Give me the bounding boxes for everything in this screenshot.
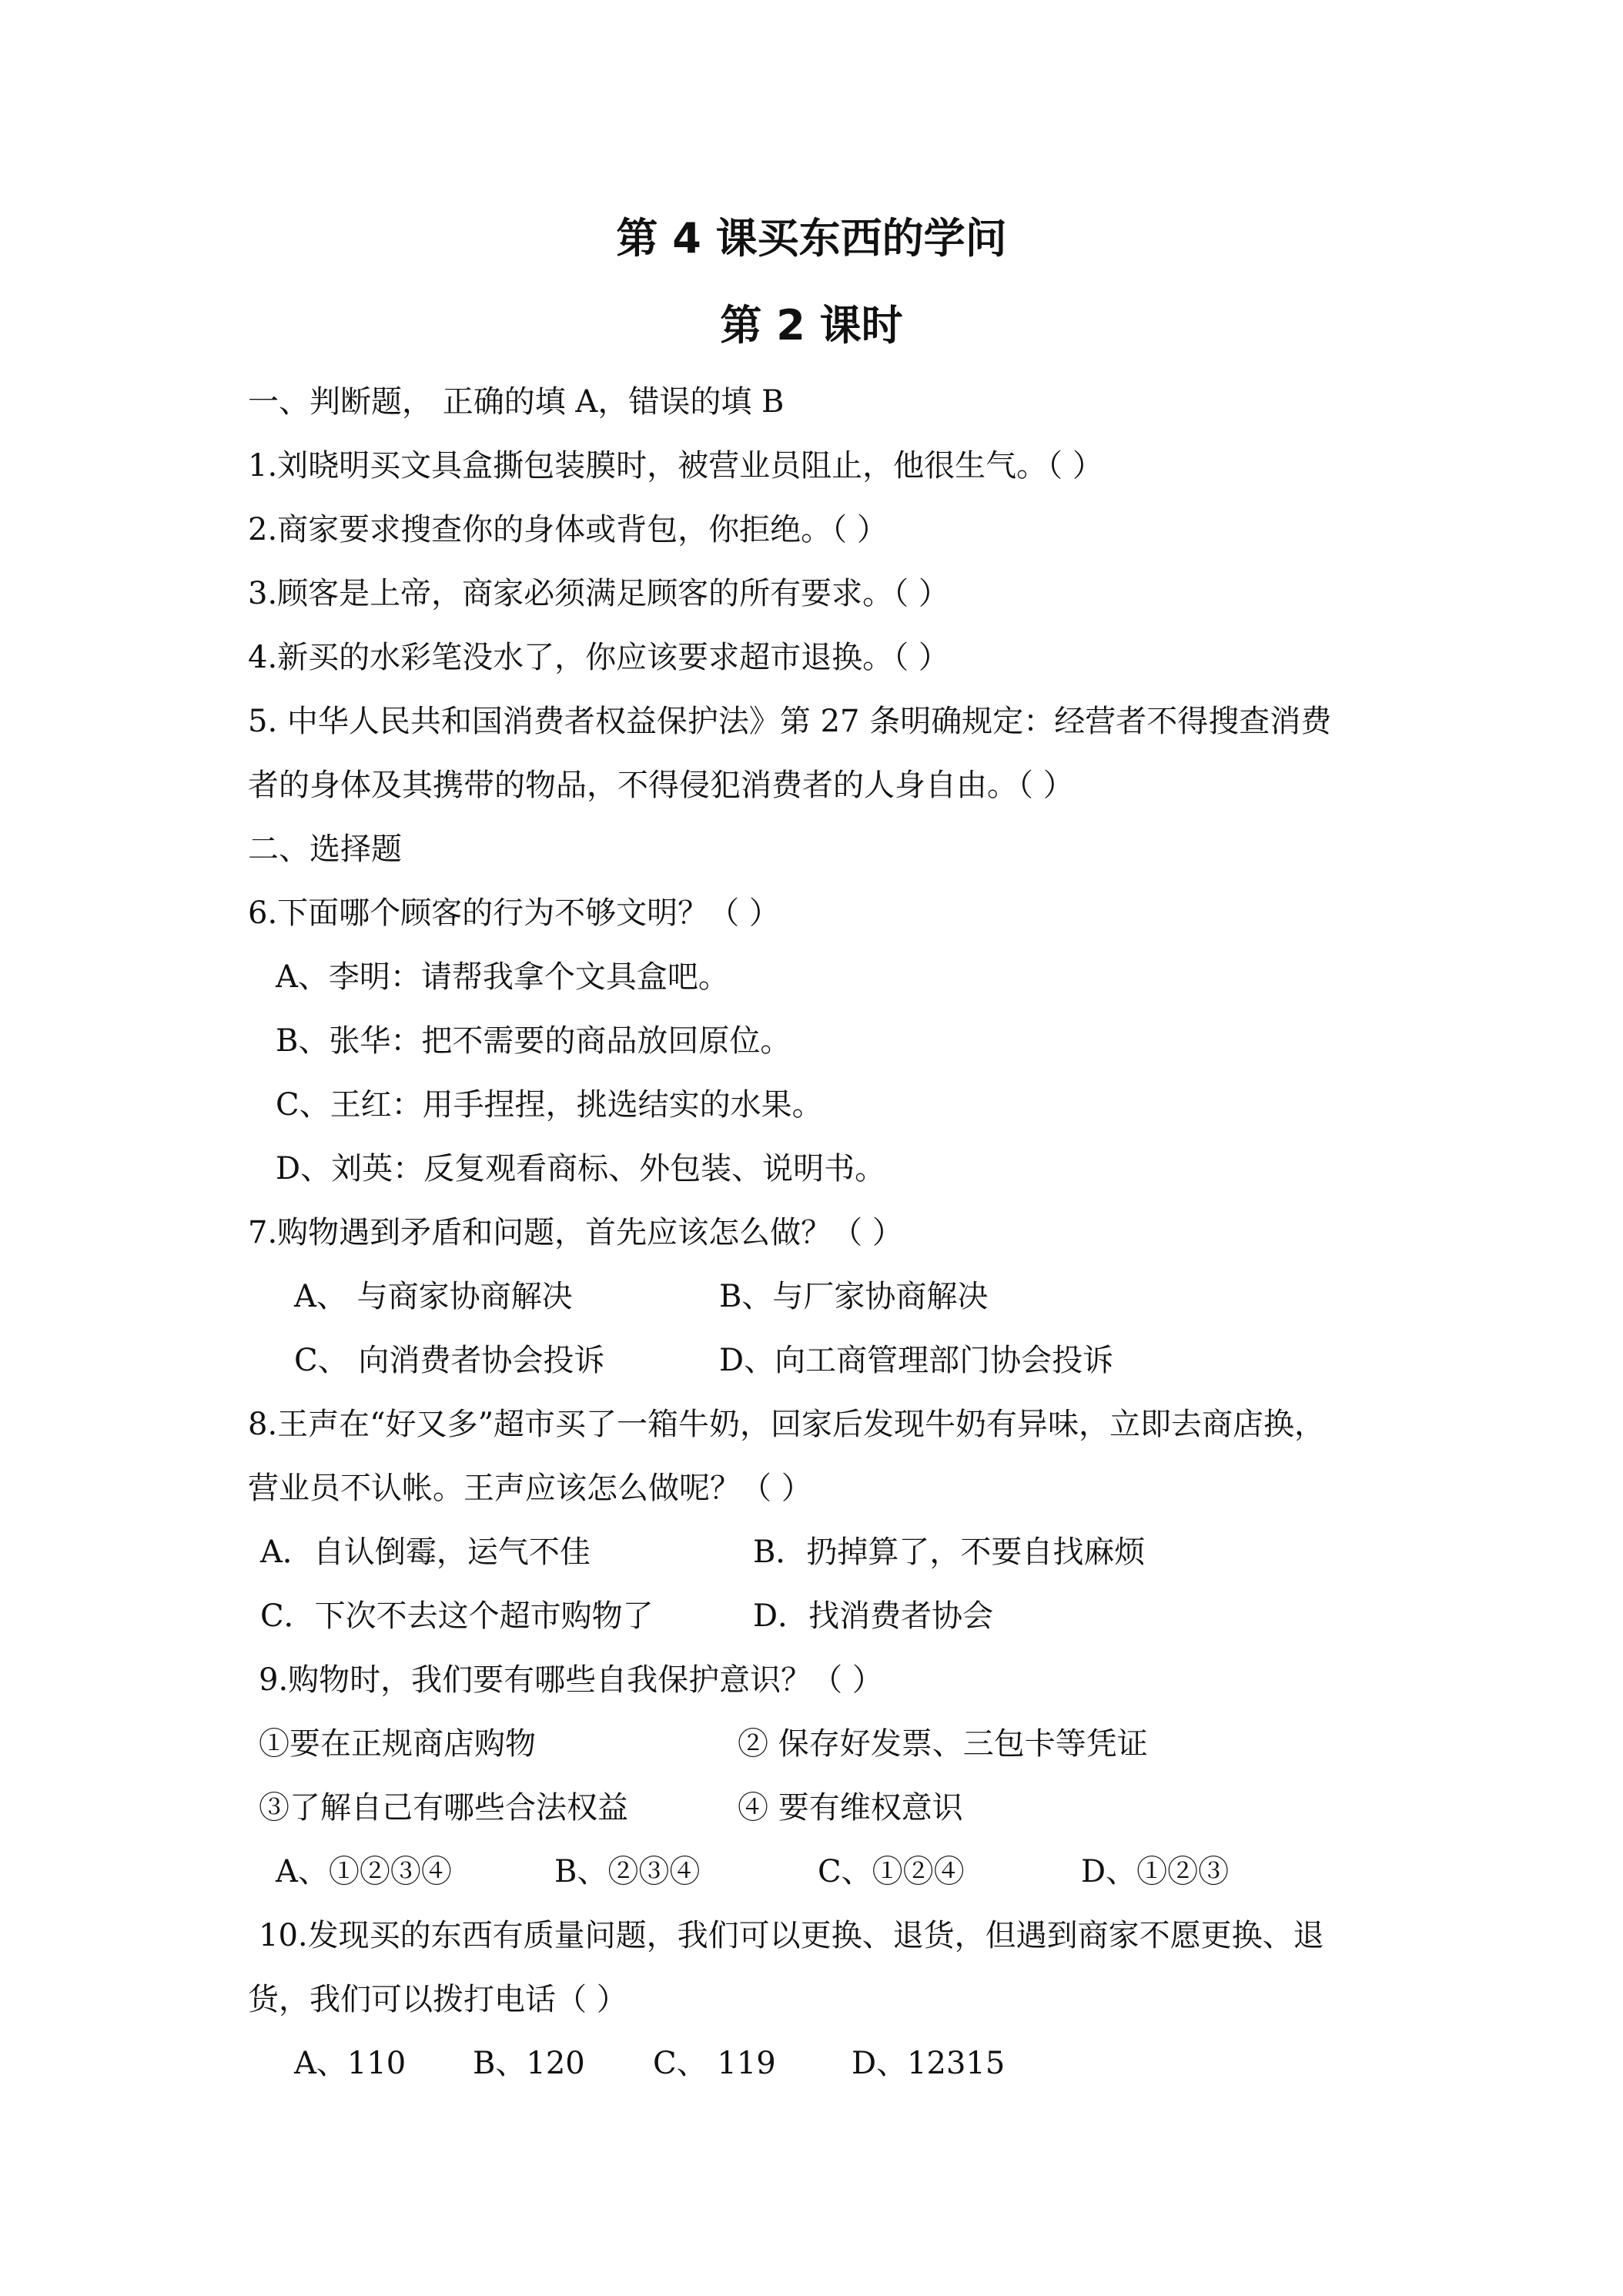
question-8-line-1: 8.王声在“好又多”超市买了一箱牛奶，回家后发现牛奶有异味，立即去商店换， [248, 1407, 1326, 1442]
question-8-option-c: C．下次不去这个超市购物了 [260, 1598, 654, 1634]
question-9: 9.购物时，我们要有哪些自我保护意识？（ ） [259, 1662, 883, 1698]
question-8-line-2: 营业员不认帐。王声应该怎么做呢？（ ） [248, 1471, 812, 1506]
question-5-line-1: 5. 中华人民共和国消费者权益保护法》第 27 条明确规定：经营者不得搜查消费 [248, 704, 1332, 739]
question-9-option-a: A、①②③④ [276, 1854, 452, 1889]
question-10-option-a: A、110 [294, 2046, 407, 2081]
question-6-option-c: C、王红：用手捏捏，挑选结实的水果。 [276, 1087, 823, 1123]
question-9-item-1: ①要在正规商店购物 [259, 1726, 536, 1762]
question-6-option-a: A、李明：请帮我拿个文具盒吧。 [276, 959, 729, 995]
question-7-option-a: A、 与商家协商解决 [294, 1279, 573, 1314]
question-7-option-d: D、向工商管理部门协会投诉 [719, 1343, 1114, 1378]
question-9-item-4: ④ 要有维权意识 [738, 1790, 963, 1826]
question-9-item-2: ② 保存好发票、三包卡等凭证 [738, 1726, 1148, 1762]
question-8-option-d: D．找消费者协会 [753, 1598, 994, 1634]
page-subtitle: 第 2 课时 [720, 301, 903, 350]
question-10-line-2: 货，我们可以拨打电话（ ） [248, 1982, 627, 2017]
section-heading-judgment: 一、判断题， 正确的填 A，错误的填 B [248, 384, 785, 420]
question-10-option-c: C、 119 [653, 2046, 776, 2081]
question-9-option-c: C、①②④ [818, 1854, 965, 1889]
question-9-option-b: B、②③④ [554, 1854, 701, 1889]
question-10-line-1: 10.发现买的东西有质量问题，我们可以更换、退货，但遇到商家不愿更换、退 [259, 1918, 1324, 1953]
question-6-option-d: D、刘英：反复观看商标、外包装、说明书。 [276, 1151, 886, 1186]
question-7-option-c: C、 向消费者协会投诉 [294, 1343, 605, 1378]
question-9-item-3: ③了解自己有哪些合法权益 [259, 1790, 628, 1826]
question-4: 4.新买的水彩笔没水了，你应该要求超市退换。（ ） [248, 640, 949, 675]
question-3: 3.顾客是上帝，商家必须满足顾客的所有要求。（ ） [248, 576, 949, 611]
question-8-option-a: A．自认倒霉，运气不佳 [260, 1535, 591, 1570]
question-7: 7.购物遇到矛盾和问题，首先应该怎么做？（ ） [248, 1215, 903, 1250]
page-title: 第 4 课买东西的学问 [616, 214, 1007, 263]
question-2: 2.商家要求搜查你的身体或背包，你拒绝。（ ） [248, 512, 888, 547]
question-5-line-2: 者的身体及其携带的物品，不得侵犯消费者的人身自由。（ ） [248, 768, 1074, 803]
question-1: 1.刘晓明买文具盒撕包装膜时，被营业员阻止，他很生气。（ ） [248, 448, 1103, 484]
question-9-option-d: D、①②③ [1081, 1854, 1230, 1889]
section-heading-choice: 二、选择题 [248, 832, 402, 867]
question-7-option-b: B、与厂家协商解决 [719, 1279, 989, 1314]
question-6: 6.下面哪个顾客的行为不够文明？（ ） [248, 895, 780, 931]
question-8-option-b: B．扔掉算了，不要自找麻烦 [753, 1535, 1146, 1570]
question-10-option-d: D、12315 [852, 2046, 1006, 2081]
question-10-option-b: B、120 [473, 2046, 585, 2081]
question-6-option-b: B、张华：把不需要的商品放回原位。 [276, 1023, 791, 1059]
